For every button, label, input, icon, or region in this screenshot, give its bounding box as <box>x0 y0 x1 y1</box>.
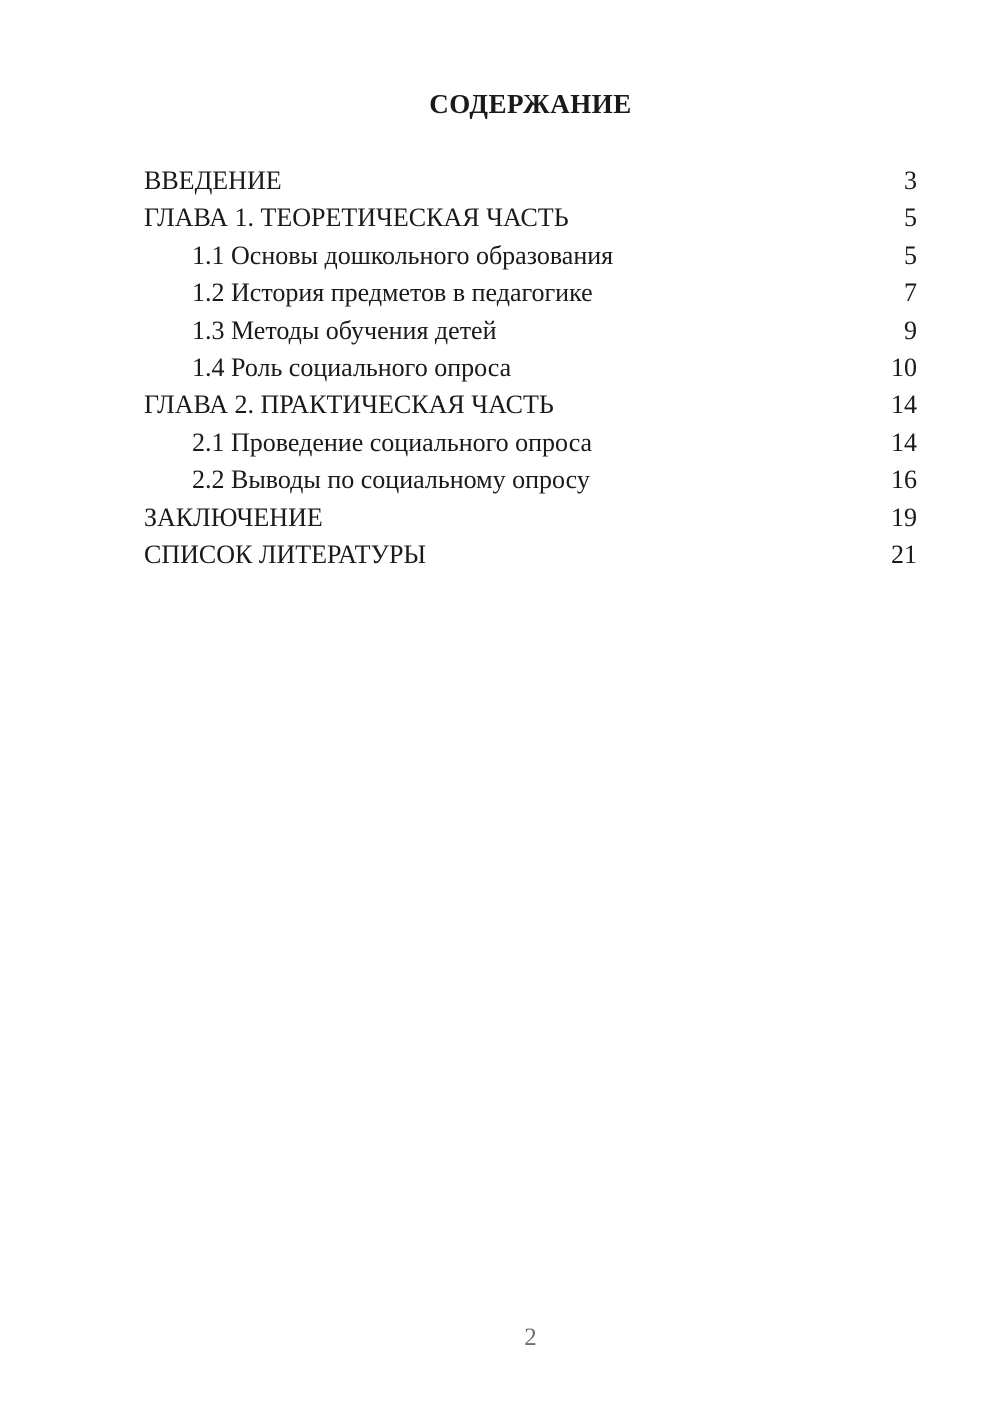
toc-row <box>144 536 917 573</box>
toc-row <box>144 461 917 498</box>
toc-entry-page: 7 <box>904 278 917 308</box>
toc-row <box>144 499 917 536</box>
toc-row <box>144 162 917 199</box>
toc-entry-page: 10 <box>891 352 917 382</box>
toc-entry-label: ГЛАВА 2. ПРАКТИЧЕСКАЯ ЧАСТЬ <box>144 390 554 420</box>
toc-entry-page: 14 <box>891 390 917 420</box>
toc-row <box>144 349 917 386</box>
toc-entry-page: 21 <box>891 539 917 569</box>
toc-entry-label: 1.2 История предметов в педагогике <box>192 278 593 308</box>
toc-row <box>144 237 917 274</box>
table-of-contents <box>144 162 917 573</box>
toc-entry-label: 1.3 Методы обучения детей <box>192 315 497 345</box>
toc-row <box>144 424 917 461</box>
toc-entry-label: 2.1 Проведение социального опроса <box>192 427 593 457</box>
toc-row <box>144 386 917 423</box>
toc-entry-page: 5 <box>904 203 917 233</box>
toc-entry-label: ВВЕДЕНИЕ <box>144 166 282 195</box>
toc-row <box>144 274 917 311</box>
toc-entry-label: ГЛАВА 1. ТЕОРЕТИЧЕСКАЯ ЧАСТЬ <box>144 203 569 233</box>
toc-entry-page: 14 <box>891 427 917 457</box>
toc-entry-label: ЗАКЛЮЧЕНИЕ <box>144 502 323 532</box>
toc-entry-label: СПИСОК ЛИТЕРАТУРЫ <box>144 539 427 569</box>
footer-page-number: 2 <box>524 1324 537 1351</box>
toc-row <box>144 199 917 236</box>
toc-entry-page: 19 <box>891 502 917 532</box>
toc-entry-page: 16 <box>891 465 917 495</box>
toc-entry-label: 1.1 Основы дошкольного образования <box>192 240 614 270</box>
page-title: СОДЕРЖАНИЕ <box>429 89 632 119</box>
toc-entry-page: 9 <box>904 315 917 345</box>
toc-entry-label: 2.2 Выводы по социальному опросу <box>192 465 590 495</box>
toc-entry-page: 3 <box>904 166 917 195</box>
toc-row <box>144 312 917 349</box>
toc-entry-page: 5 <box>904 240 917 270</box>
toc-entry-label: 1.4 Роль социального опроса <box>192 352 512 382</box>
